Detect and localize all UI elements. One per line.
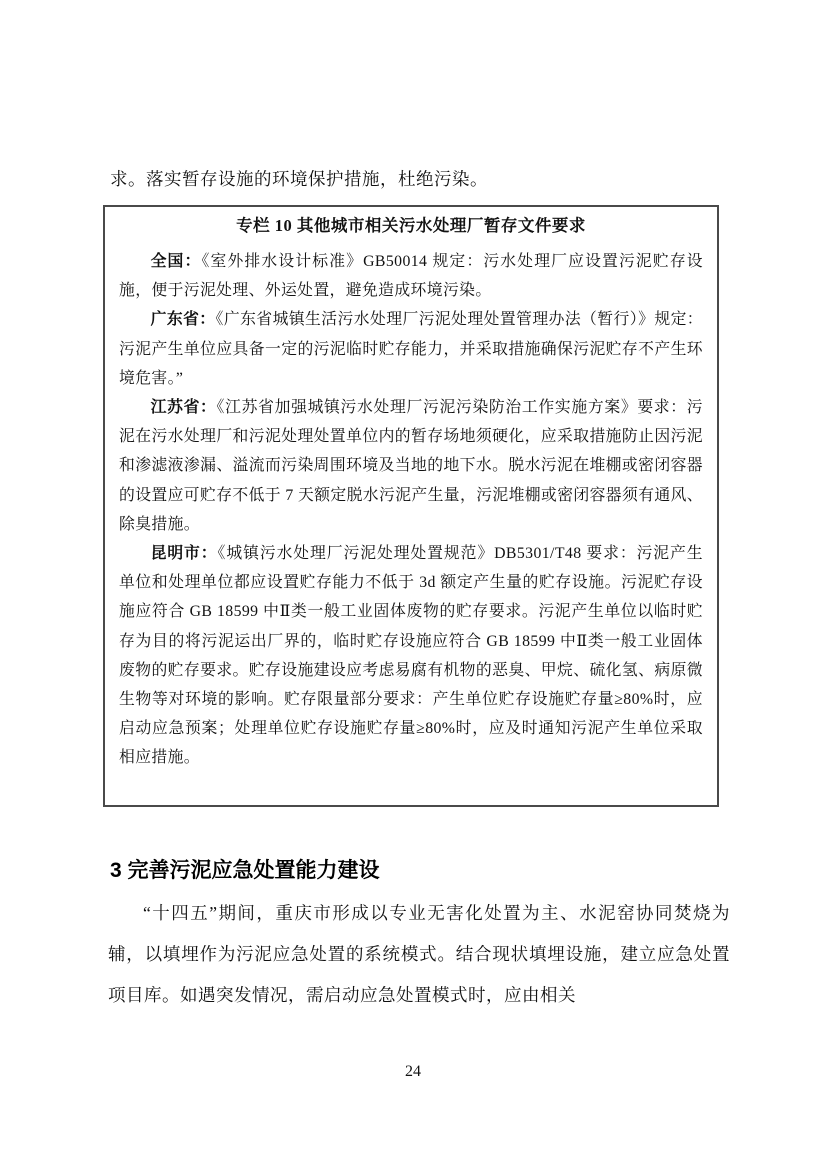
callout-box-title: 专栏 10 其他城市相关污水处理厂暂存文件要求 (236, 216, 586, 235)
box-entry-text: 《室外排水设计标准》GB50014 规定：污水处理厂应设置污泥贮存设施，便于污泥处理、外运处置，避免造成环境污染。 (119, 253, 703, 300)
box-entry-text: 《江苏省加强城镇污水处理厂污泥污染防治工作实施方案》要求：污泥在污水处理厂和污泥处理处置单位内的暂存场地须硬化，应采取措施防止因污泥和渗滤液渗漏、溢流而污染周围环境及当地的地下水。脱水污泥在堆棚或密闭容器的设置应可贮存不低于 7 天额定脱水污泥产生量，污泥堆棚或密闭容器须有通风、除臭措施。 (119, 399, 703, 533)
callout-box (103, 205, 719, 807)
box-entry-label: 广东省： (150, 311, 216, 329)
intro-paragraph: 求。落实暂存设施的环境保护措施，杜绝污染。 (110, 168, 488, 189)
box-entry-national (119, 247, 703, 305)
box-entry-text: 《城镇污水处理厂污泥处理处置规范》DB5301/T48 要求：污泥产生单位和处理单位都应设置贮存能力不低于 3d 额定产生量的贮存设施。污泥贮存设施应符合 GB 18599 中Ⅱ类一般工业固体废物的贮存要求。污泥产生单位以临时贮存为目的将污泥运出厂界的，临时贮存设施应符合 GB 18599 中Ⅱ类一般工业固体废物的贮存要求。贮存设施建设应考虑易腐有机物的恶臭、甲烷、硫化氢、病原微生物等对环境的影响。贮存限量部分要求：产生单位贮存设施贮存量≥80%时，应启动应急预案；处理单位贮存设施贮存量≥80%时，应及时通知污泥产生单位采取相应措施。 (119, 545, 703, 767)
page-number: 24 (405, 1063, 421, 1080)
box-entry-guangdong (119, 305, 703, 393)
box-entry-jiangsu (119, 393, 703, 539)
box-entry-label: 昆明市： (150, 545, 218, 563)
box-entry-text: 《广东省城镇生活污水处理厂污泥处理处置管理办法（暂行）》规定：污泥产生单位应具备一定的污泥临时贮存能力，并采取措施确保污泥贮存不产生环境危害。” (119, 311, 703, 387)
section-paragraph: “十四五”期间，重庆市形成以专业无害化处置为主、水泥窑协同焚烧为辅，以填埋作为污泥应急处置的系统模式。结合现状填埋设施，建立应急处置项目库。如遇突发情况，需启动应急处置模式时，应由相关 (108, 903, 730, 1005)
box-entry-label: 全国： (150, 253, 202, 270)
box-entry-label: 江苏省： (150, 399, 217, 417)
section-heading: 3 完善污泥应急处置能力建设 (110, 859, 380, 882)
box-entry-kunming (119, 539, 703, 773)
